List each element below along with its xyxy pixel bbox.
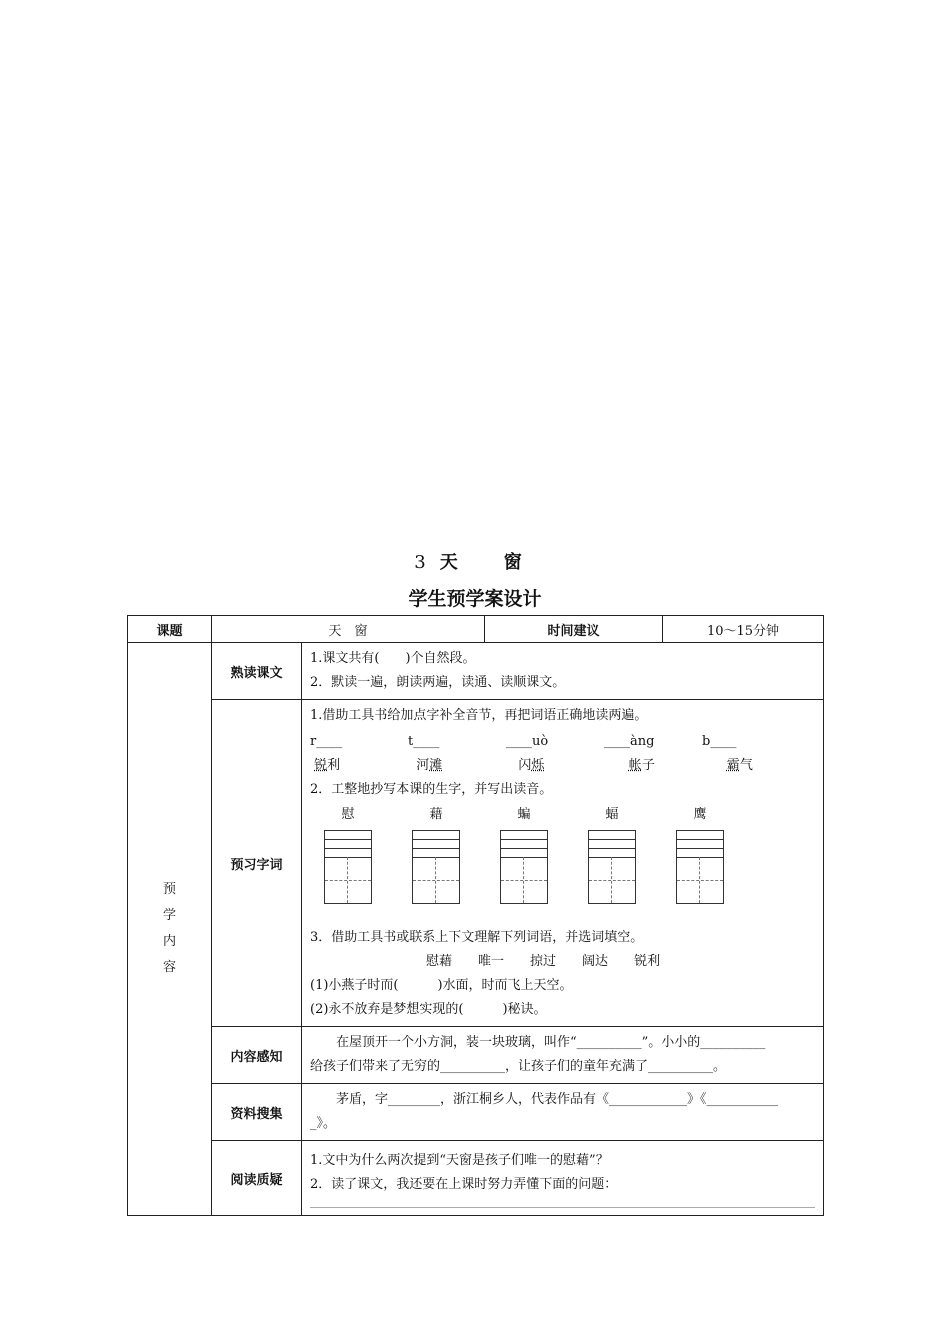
topic-label: 课题	[128, 616, 212, 643]
writing-grid[interactable]	[324, 830, 372, 904]
choice-word: 阔达	[582, 954, 609, 969]
read-label: 熟读课文	[212, 643, 302, 700]
term: 河滩	[416, 758, 443, 773]
side-char: 学	[162, 908, 176, 923]
lesson-title	[0, 548, 950, 574]
read-content	[302, 643, 824, 700]
term: 锐利	[314, 758, 341, 773]
topic-value: 天 窗	[212, 616, 485, 643]
writing-grid[interactable]	[676, 830, 724, 904]
writing-grid[interactable]	[588, 830, 636, 904]
choice-word: 锐利	[634, 954, 661, 969]
words-content	[302, 700, 824, 1027]
side-label	[128, 643, 212, 1216]
choice-word: 慰藉	[426, 954, 453, 969]
side-char: 容	[162, 960, 176, 975]
char-box	[676, 804, 764, 904]
perceive-line-1: 在屋顶开一个小方洞，装一块玻璃，叫作“__________”。小小的__________	[336, 1035, 766, 1050]
read-line-1: 1.课文共有( )个自然段。	[310, 651, 476, 666]
choice-words	[426, 950, 815, 974]
read-line-2: 2．默读一遍，朗读两遍，读通、读顺课文。	[310, 675, 566, 690]
dotted-char: 烁	[531, 758, 545, 773]
pinyin-blank[interactable]: b____	[702, 734, 737, 749]
perceive-content	[302, 1027, 824, 1084]
perceive-line-2: 给孩子们带来了无穷的__________，让孩子们的童年充满了__________。	[310, 1059, 727, 1074]
perceive-label: 内容感知	[212, 1027, 302, 1084]
lesson-number: 3	[414, 552, 426, 573]
dotted-char: 锐	[314, 758, 328, 773]
question-content	[302, 1141, 824, 1216]
char-label: 藉	[429, 807, 443, 822]
choice-word: 掠过	[530, 954, 557, 969]
collect-label: 资料搜集	[212, 1084, 302, 1141]
question-line-2: 2．读了课文，我还要在上课时努力弄懂下面的问题：	[310, 1176, 618, 1192]
collect-line-1: 茅盾，字________，浙江桐乡人，代表作品有《____________》《___________	[336, 1092, 779, 1107]
char-label: 蝠	[605, 807, 619, 822]
dotted-char: 滩	[429, 758, 443, 773]
term: 霸气	[726, 758, 753, 773]
page-subtitle: 学生预学案设计	[408, 588, 542, 610]
fill-sentence-1: (1)小燕子时而( )水面，时而飞上天空。	[310, 978, 573, 993]
pinyin-blank[interactable]: ____àng	[604, 734, 655, 749]
char-label: 蝙	[517, 807, 531, 822]
collect-line-2: _》。	[310, 1116, 337, 1131]
time-value: 10～15分钟	[663, 616, 824, 643]
pinyin-row	[310, 730, 815, 754]
choice-word: 唯一	[478, 954, 505, 969]
term: 帐子	[628, 758, 655, 773]
term: 闪烁	[518, 758, 545, 773]
side-char: 内	[162, 934, 176, 949]
question-line-1: 1.文中为什么两次提到“天窗是孩子们唯一的慰藉”？	[310, 1152, 609, 1168]
pinyin-blank[interactable]: t____	[408, 734, 440, 749]
char-label: 鹰	[693, 807, 707, 822]
pinyin-blank[interactable]: ____uò	[506, 734, 549, 749]
char-label: 慰	[341, 807, 355, 822]
side-char: 预	[162, 882, 176, 897]
words-q3: 3．借助工具书或联系上下文理解下列词语，并选词填空。	[310, 930, 644, 945]
writing-grid[interactable]	[500, 830, 548, 904]
words-q1: 1.借助工具书给加点字补全音节，再把词语正确地读两遍。	[310, 708, 648, 723]
dotted-char: 帐	[628, 758, 642, 773]
words-label: 预习字词	[212, 700, 302, 1027]
fill-sentence-2: (2)永不放弃是梦想实现的( )秘诀。	[310, 1002, 547, 1017]
pinyin-blank[interactable]: r____	[310, 734, 343, 749]
preview-table	[127, 615, 824, 1216]
char-grid-row	[324, 804, 815, 904]
question-label: 阅读质疑	[212, 1141, 302, 1216]
words-q2: 2．工整地抄写本课的生字，并写出读音。	[310, 782, 553, 797]
collect-content	[302, 1084, 824, 1141]
writing-grid[interactable]	[412, 830, 460, 904]
time-label: 时间建议	[485, 616, 663, 643]
lesson-name: 天 窗	[439, 552, 536, 573]
dotted-char: 霸	[726, 758, 740, 773]
answer-line[interactable]	[310, 1201, 815, 1208]
term-row	[310, 754, 815, 778]
